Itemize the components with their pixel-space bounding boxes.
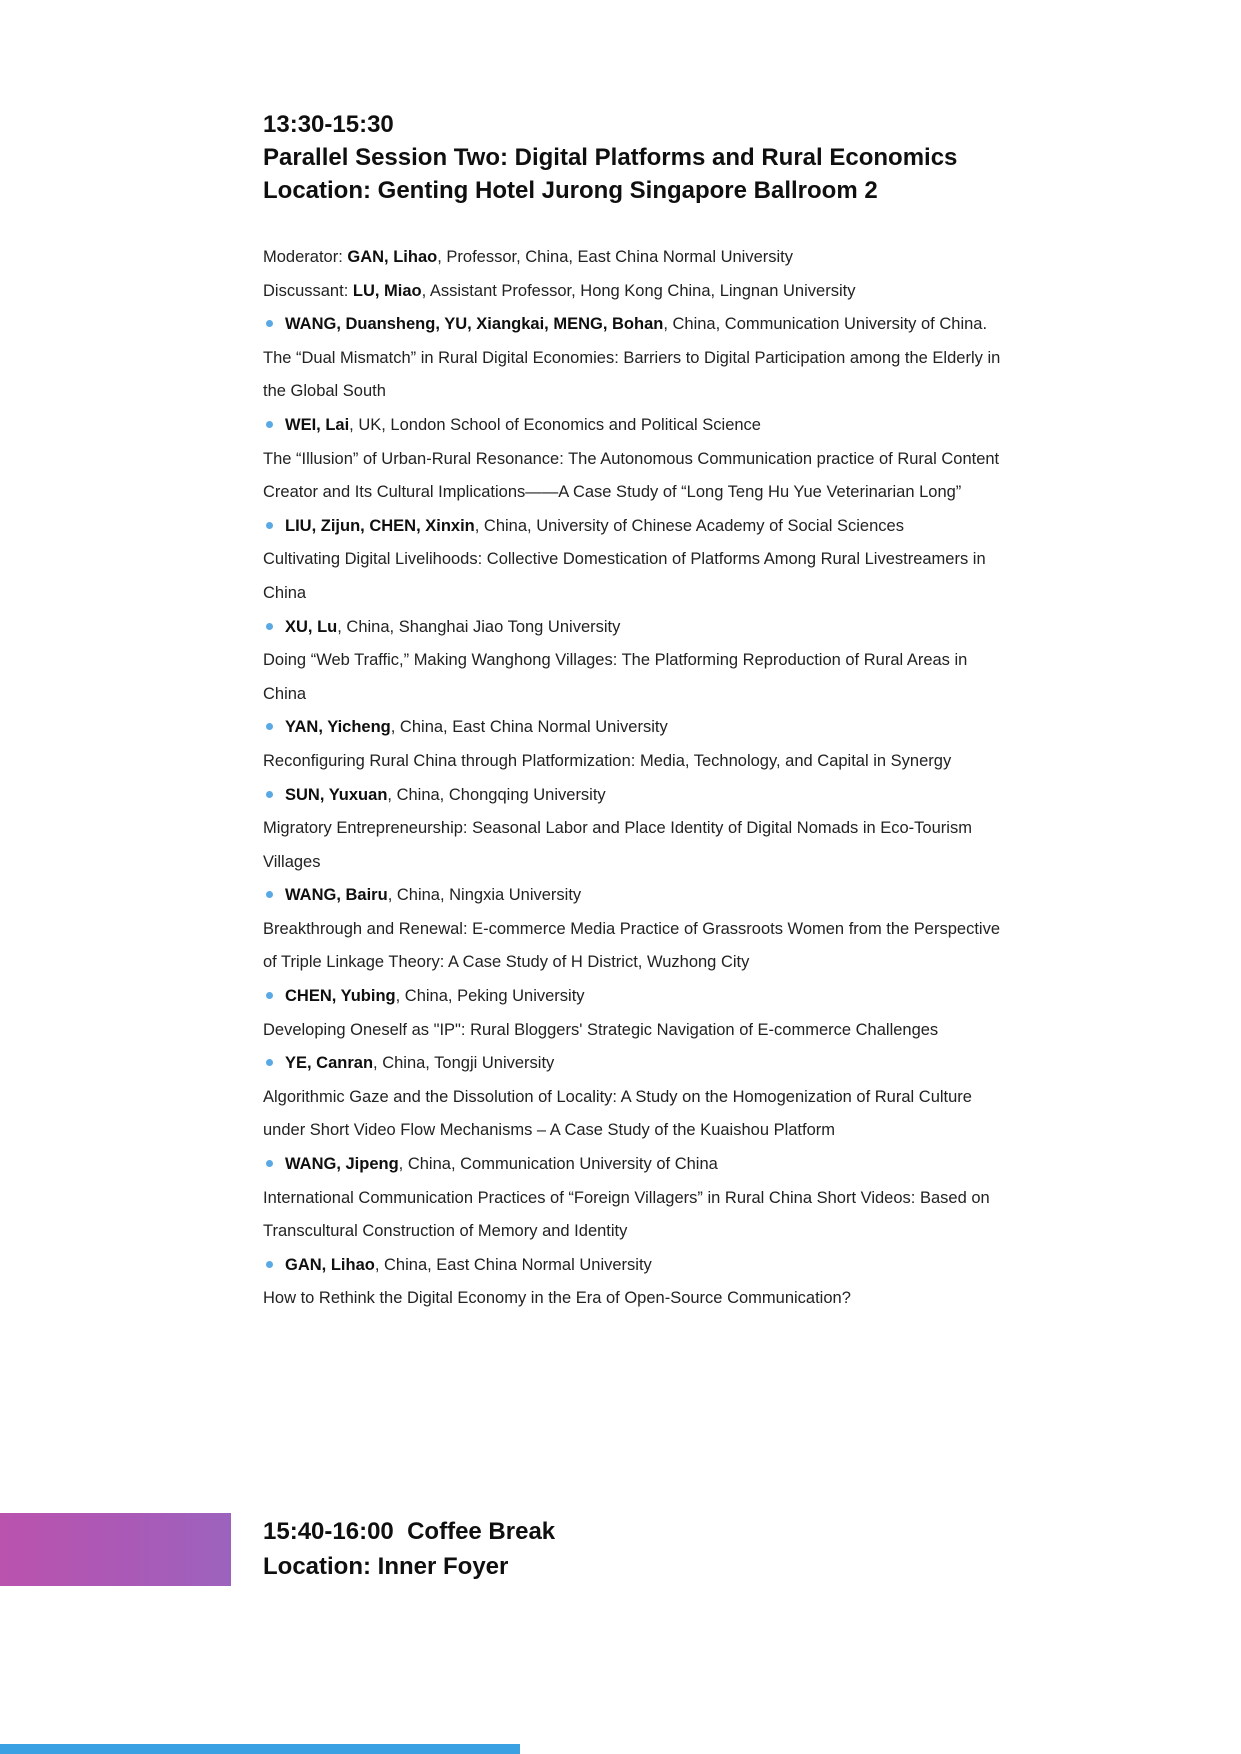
session-time: 13:30-15:30: [263, 111, 394, 138]
presenter-line: [263, 611, 1005, 645]
paper-title: The “Dual Mismatch” in Rural Digital Economies: Barriers to Digital Participation among the Elderly in the Global South: [263, 348, 1001, 401]
presentation-list: [263, 308, 1005, 1316]
bullet-icon: [266, 623, 273, 630]
presenter-names: GAN, Lihao: [285, 1255, 375, 1274]
presenter-affiliation: , China, East China Normal University: [390, 718, 668, 737]
break-title: 15:40-16:00 Coffee Break: [263, 1518, 556, 1545]
moderator-name: GAN, Lihao: [347, 248, 438, 266]
bullet-icon: [266, 1160, 273, 1167]
presenter-affiliation: , China, University of Chinese Academy of Social Sciences: [474, 516, 904, 535]
bullet-icon: [266, 522, 273, 529]
presenter-names: WEI, Lai: [285, 415, 350, 434]
paper-title: Breakthrough and Renewal: E-commerce Media Practice of Grassroots Women from the Perspective of Triple Linkage Theory: A Case Study of H District, Wuzhong City: [263, 919, 1001, 972]
presenter-names: WANG, Duansheng, YU, Xiangkai, MENG, Bohan: [285, 315, 664, 334]
break-location: Location: Inner Foyer: [263, 1553, 509, 1580]
paper-title: International Communication Practices of “Foreign Villagers” in Rural China Short Videos: Based on Transcultural Construction of Memory and Identity: [263, 1188, 990, 1241]
discussant-name: LU, Miao: [352, 281, 422, 300]
presenter-names: WANG, Jipeng: [285, 1155, 399, 1174]
coffee-break-section: [263, 1514, 963, 1584]
presenter-line: [263, 1249, 1005, 1283]
paper-title: Doing “Web Traffic,” Making Wanghong Villages: The Platforming Reproduction of Rural Areas in China: [263, 651, 968, 703]
presenter-line: [263, 711, 1005, 745]
presenter-affiliation: , China, East China Normal University: [374, 1255, 652, 1274]
presenter-names: XU, Lu: [285, 617, 338, 636]
presenter-affiliation: , China, Tongji University: [373, 1054, 555, 1073]
presenter-affiliation: , China, Communication University of China.: [663, 315, 988, 334]
discussant-label: Discussant:: [263, 281, 353, 300]
presenter-names: YAN, Yicheng: [285, 718, 391, 737]
presenter-names: LIU, Zijun, CHEN, Xinxin: [285, 516, 475, 535]
paper-title: How to Rethink the Digital Economy in the Era of Open-Source Communication?: [263, 1289, 851, 1308]
discussant-line: [263, 275, 1005, 309]
moderator-label: Moderator:: [263, 248, 348, 266]
bullet-icon: [266, 723, 273, 730]
presenter-line: [263, 1148, 1005, 1182]
session-header: [263, 108, 1023, 207]
presenter-line: [263, 510, 1005, 544]
presenter-names: YE, Canran: [285, 1054, 374, 1073]
session-body: [263, 241, 1005, 1316]
paper-title: Algorithmic Gaze and the Dissolution of Locality: A Study on the Homogenization of Rural Culture under Short Video Flow Mechanisms – A Case Study of the Kuaishou Platform: [263, 1087, 972, 1140]
presenter-names: WANG, Bairu: [285, 886, 388, 905]
presenter-line: [263, 879, 1005, 913]
presenter-affiliation: , China, Communication University of China: [398, 1155, 718, 1174]
session-title: Parallel Session Two: Digital Platforms and Rural Economics: [263, 144, 958, 171]
bullet-icon: [266, 791, 273, 798]
presenter-line: [263, 980, 1005, 1014]
paper-title: The “Illusion” of Urban-Rural Resonance: The Autonomous Communication practice of Rural Content Creator and Its Cultural Implications——A Case Study of “Long Teng Hu Yue Veterinarian Long”: [263, 449, 1000, 502]
bottom-accent-bar: [0, 1744, 520, 1754]
presenter-names: CHEN, Yubing: [285, 987, 396, 1006]
presenter-affiliation: , UK, London School of Economics and Political Science: [349, 415, 761, 434]
presenter-line: [263, 779, 1005, 813]
bullet-icon: [266, 1261, 273, 1268]
presenter-line: [263, 1047, 1005, 1081]
moderator-affiliation: , Professor, China, East China Normal University: [437, 248, 794, 266]
bullet-icon: [266, 421, 273, 428]
presenter-names: SUN, Yuxuan: [285, 785, 388, 804]
presenter-affiliation: , China, Ningxia University: [387, 886, 582, 905]
bullet-icon: [266, 320, 273, 327]
bullet-icon: [266, 992, 273, 999]
bullet-icon: [266, 891, 273, 898]
presenter-line: [263, 409, 1005, 443]
presenter-affiliation: , China, Chongqing University: [387, 785, 606, 804]
presenter-affiliation: , China, Peking University: [395, 987, 585, 1006]
moderator-line: [263, 241, 1005, 275]
paper-title: Cultivating Digital Livelihoods: Collective Domestication of Platforms Among Rural Livestreamers in China: [263, 550, 986, 602]
session-location: Location: Genting Hotel Jurong Singapore Ballroom 2: [263, 177, 878, 204]
discussant-affiliation: , Assistant Professor, Hong Kong China, Lingnan University: [421, 281, 856, 300]
paper-title: Reconfiguring Rural China through Platformization: Media, Technology, and Capital in Synergy: [263, 751, 952, 770]
presenter-line: [263, 308, 1005, 342]
presenter-affiliation: , China, Shanghai Jiao Tong University: [337, 617, 621, 636]
paper-title: Developing Oneself as "IP": Rural Bloggers' Strategic Navigation of E-commerce Challenges: [263, 1020, 939, 1039]
bullet-icon: [266, 1059, 273, 1066]
gradient-bar: [0, 1513, 231, 1586]
paper-title: Migratory Entrepreneurship: Seasonal Labor and Place Identity of Digital Nomads in Eco-Tourism Villages: [263, 819, 972, 871]
